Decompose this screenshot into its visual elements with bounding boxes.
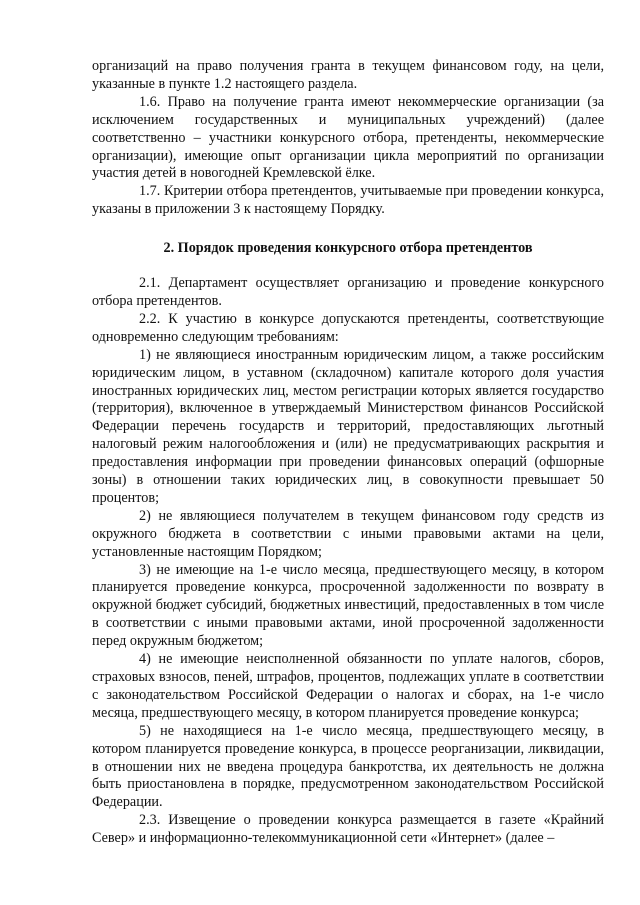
requirement-item-1: 1) не являющиеся иностранным юридическим лицом, а также российским юридическим лицом, в уставном (складочном) капитале которого доля участия иностранных юридических лиц, местом регистрации которых является государство (территория), включенное в утверждаемый Министерством финансов Российской Федерации перечень государств и территорий, предоставляющих льготный налоговый режим налогообложения и (или) не предусматривающих раскрытия и предоставления информации при проведении финансовых операций (офшорные зоны) в отношении таких юридических лиц, в совокупности превышает 50 процентов;	[92, 346, 604, 506]
paragraph-1-6: 1.6. Право на получение гранта имеют некоммерческие организации (за исключением государственных и муниципальных учреждений) (далее соответственно – участники конкурсного отбора, претенденты, некоммерческие организации), имеющие опыт организации цикла мероприятий по организации участия детей в новогодней Кремлевской ёлке.	[92, 93, 604, 182]
requirement-item-5: 5) не находящиеся на 1-е число месяца, предшествующего месяцу, в котором планируется проведение конкурса, в процессе реорганизации, ликвидации, в отношении них не введена процедура банкротства, их деятельность не должна быть приостановлена в порядке, предусмотренном законодательством Российской Федерации.	[92, 722, 604, 811]
requirement-item-3: 3) не имеющие на 1-е число месяца, предшествующего месяцу, в котором планируется проведение конкурса, просроченной задолженности по возврату в окружной бюджет субсидий, бюджетных инвестиций, предоставленных в том числе в соответствии с иными правовыми актами, иной просроченной задолженности перед окружным бюджетом;	[92, 561, 604, 650]
requirement-item-4: 4) не имеющие неисполненной обязанности по уплате налогов, сборов, страховых взносов, пеней, штрафов, процентов, подлежащих уплате в соответствии с законодательством Российской Федерации о налогах и сборах, на 1-е число месяца, предшествующего месяцу, в котором планируется проведение конкурса;	[92, 651, 604, 721]
requirement-item-2: 2) не являющиеся получателем в текущем финансовом году средств из окружного бюджета в соответствии с иными правовыми актами на цели, установленные настоящим Порядком;	[92, 507, 604, 560]
document-body	[92, 58, 604, 848]
paragraph-2-2: 2.2. К участию в конкурсе допускаются претенденты, соответствующие одновременно следующим требованиям:	[92, 310, 604, 345]
paragraph-1-7: 1.7. Критерии отбора претендентов, учитываемые при проведении конкурса, указаны в приложении 3 к настоящему Порядку.	[92, 183, 604, 218]
section-heading: 2. Порядок проведения конкурсного отбора претендентов	[163, 240, 533, 257]
paragraph-2-1: 2.1. Департамент осуществляет организацию и проведение конкурсного отбора претендентов.	[92, 275, 604, 309]
paragraph-continuation: организаций на право получения гранта в текущем финансовом году, на цели, указанные в пункте 1.2 настоящего раздела.	[92, 58, 604, 92]
paragraph-2-3: 2.3. Извещение о проведении конкурса размещается в газете «Крайний Север» и информационно-телекоммуникационной сети «Интернет» (далее –	[92, 812, 604, 847]
